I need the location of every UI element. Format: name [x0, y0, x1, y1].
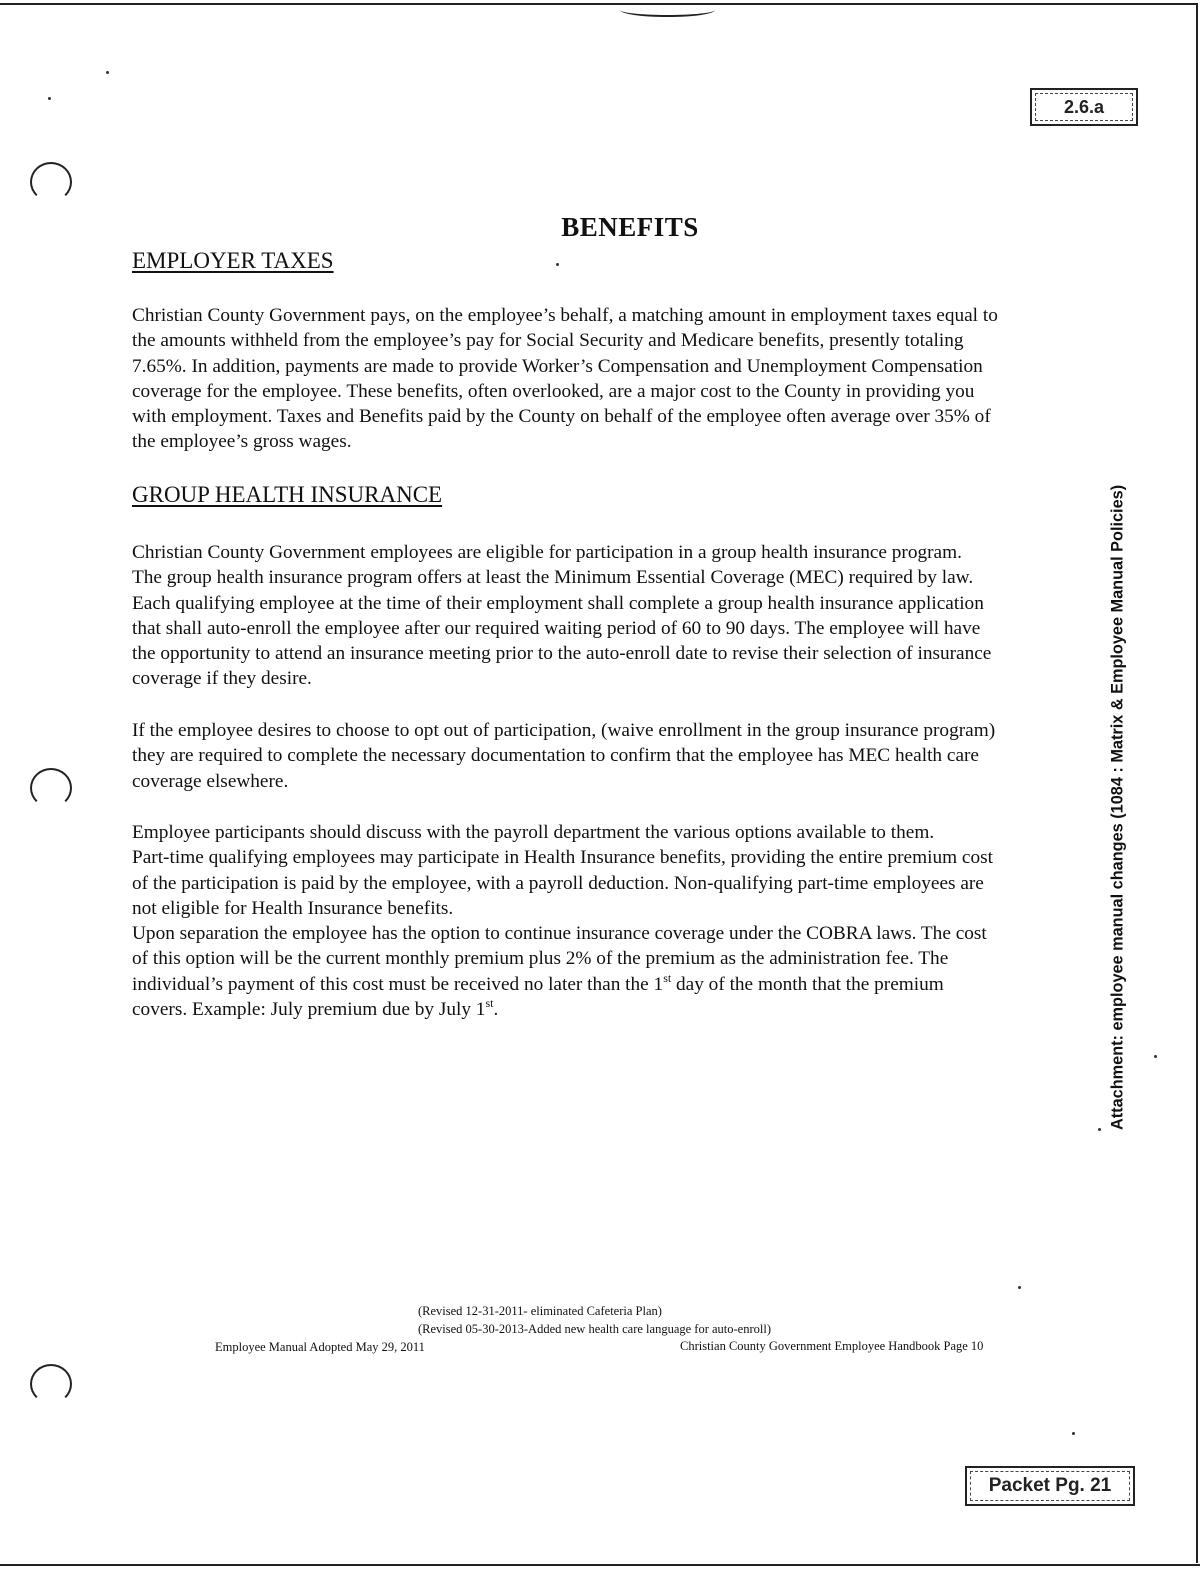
ordinal-superscript: st	[485, 997, 494, 1011]
text-run: .	[493, 999, 499, 1021]
text-line: they are required to complete the necessary documentation to confirm that the employee has MEC health care	[132, 745, 979, 767]
text-run: individual’s payment of this cost must be received no later than the 1	[132, 973, 664, 995]
page-edge-bottom	[0, 1564, 1200, 1566]
text-run: covers. Example: July premium due by July 1	[132, 999, 486, 1021]
text-line: The group health insurance program offers at least the Minimum Essential Coverage (MEC) required by law.	[132, 567, 974, 589]
scan-speck	[1018, 1286, 1021, 1289]
text-line	[132, 972, 1107, 997]
page-edge-notch	[620, 3, 715, 17]
footer-adopted-date: Employee Manual Adopted May 29, 2011	[215, 1340, 425, 1354]
section-heading-employer-taxes: EMPLOYER TAXES	[132, 248, 334, 273]
text-line: the amounts withheld from the employee’s pay for Social Security and Medicare benefits, presently totaling	[132, 330, 964, 352]
text-run: day of the month that the premium	[671, 973, 944, 995]
text-line: coverage if they desire.	[132, 668, 312, 690]
text-line: the opportunity to attend an insurance meeting prior to the auto-enroll date to revise their selection of insurance	[132, 643, 992, 665]
text-line: Employee participants should discuss with the payroll department the various options available to them.	[132, 822, 935, 843]
text-line: coverage for the employee. These benefits, often overlooked, are a major cost to the County in providing you	[132, 380, 975, 402]
page-edge-top	[0, 3, 1196, 5]
section-heading-group-health: GROUP HEALTH INSURANCE	[132, 482, 443, 507]
revision-note: (Revised 12-31-2011- eliminated Cafeteria Plan)	[418, 1304, 662, 1318]
ordinal-superscript: st	[663, 971, 672, 985]
scan-speck	[1072, 1432, 1075, 1435]
page-title: BENEFITS	[561, 212, 699, 242]
punch-hole-icon	[30, 162, 72, 202]
text-line: Each qualifying employee at the time of their employment shall complete a group health insurance application	[132, 592, 984, 614]
text-line: with employment. Taxes and Benefits paid by the County on behalf of the employee often average over 35% of	[132, 406, 991, 428]
employer-taxes-paragraph	[132, 303, 1107, 455]
group-health-paragraph-2	[132, 718, 1107, 794]
text-line: not eligible for Health Insurance benefits.	[132, 897, 454, 919]
text-line: Christian County Government employees are eligible for participation in a group health insurance program.	[132, 542, 962, 563]
text-line: of the participation is paid by the employee, with a payroll deduction. Non-qualifying part-time employees are	[132, 872, 984, 894]
text-line: If the employee desires to choose to opt out of participation, (waive enrollment in the group insurance program)	[132, 720, 996, 741]
text-line: Part-time qualifying employees may participate in Health Insurance benefits, providing the entire premium cost	[132, 847, 993, 869]
text-line: the employee’s gross wages.	[132, 431, 352, 453]
scan-speck	[48, 97, 51, 100]
text-line: coverage elsewhere.	[132, 770, 289, 792]
group-health-paragraph-1	[132, 540, 1107, 692]
text-line: that shall auto-enroll the employee after our required waiting period of 60 to 90 days. The employee will have	[132, 617, 981, 639]
punch-hole-icon	[30, 768, 72, 808]
text-line	[132, 997, 1107, 1022]
text-line: Christian County Government pays, on the employee’s behalf, a matching amount in employment taxes equal to	[132, 305, 998, 326]
scan-speck	[1154, 1055, 1157, 1058]
scan-speck	[106, 71, 109, 74]
packet-page-stamp: Packet Pg. 21	[965, 1466, 1135, 1506]
group-health-paragraph-3	[132, 820, 1107, 1022]
text-line: of this option will be the current monthly premium plus 2% of the premium as the administration fee. The	[132, 948, 949, 970]
scan-speck	[556, 263, 559, 266]
reference-stamp: 2.6.a	[1030, 88, 1138, 126]
footer-handbook-page: Christian County Government Employee Handbook Page 10	[680, 1339, 984, 1353]
revision-note: (Revised 05-30-2013-Added new health care language for auto-enroll)	[418, 1322, 771, 1336]
attachment-side-label: Attachment: employee manual changes (1084 : Matrix & Employee Manual Policies)	[1108, 484, 1127, 1130]
text-line: Upon separation the employee has the option to continue insurance coverage under the COBRA laws. The cost	[132, 923, 987, 945]
punch-hole-icon	[30, 1364, 72, 1404]
text-line: 7.65%. In addition, payments are made to provide Worker’s Compensation and Unemployment Compensation	[132, 355, 983, 377]
